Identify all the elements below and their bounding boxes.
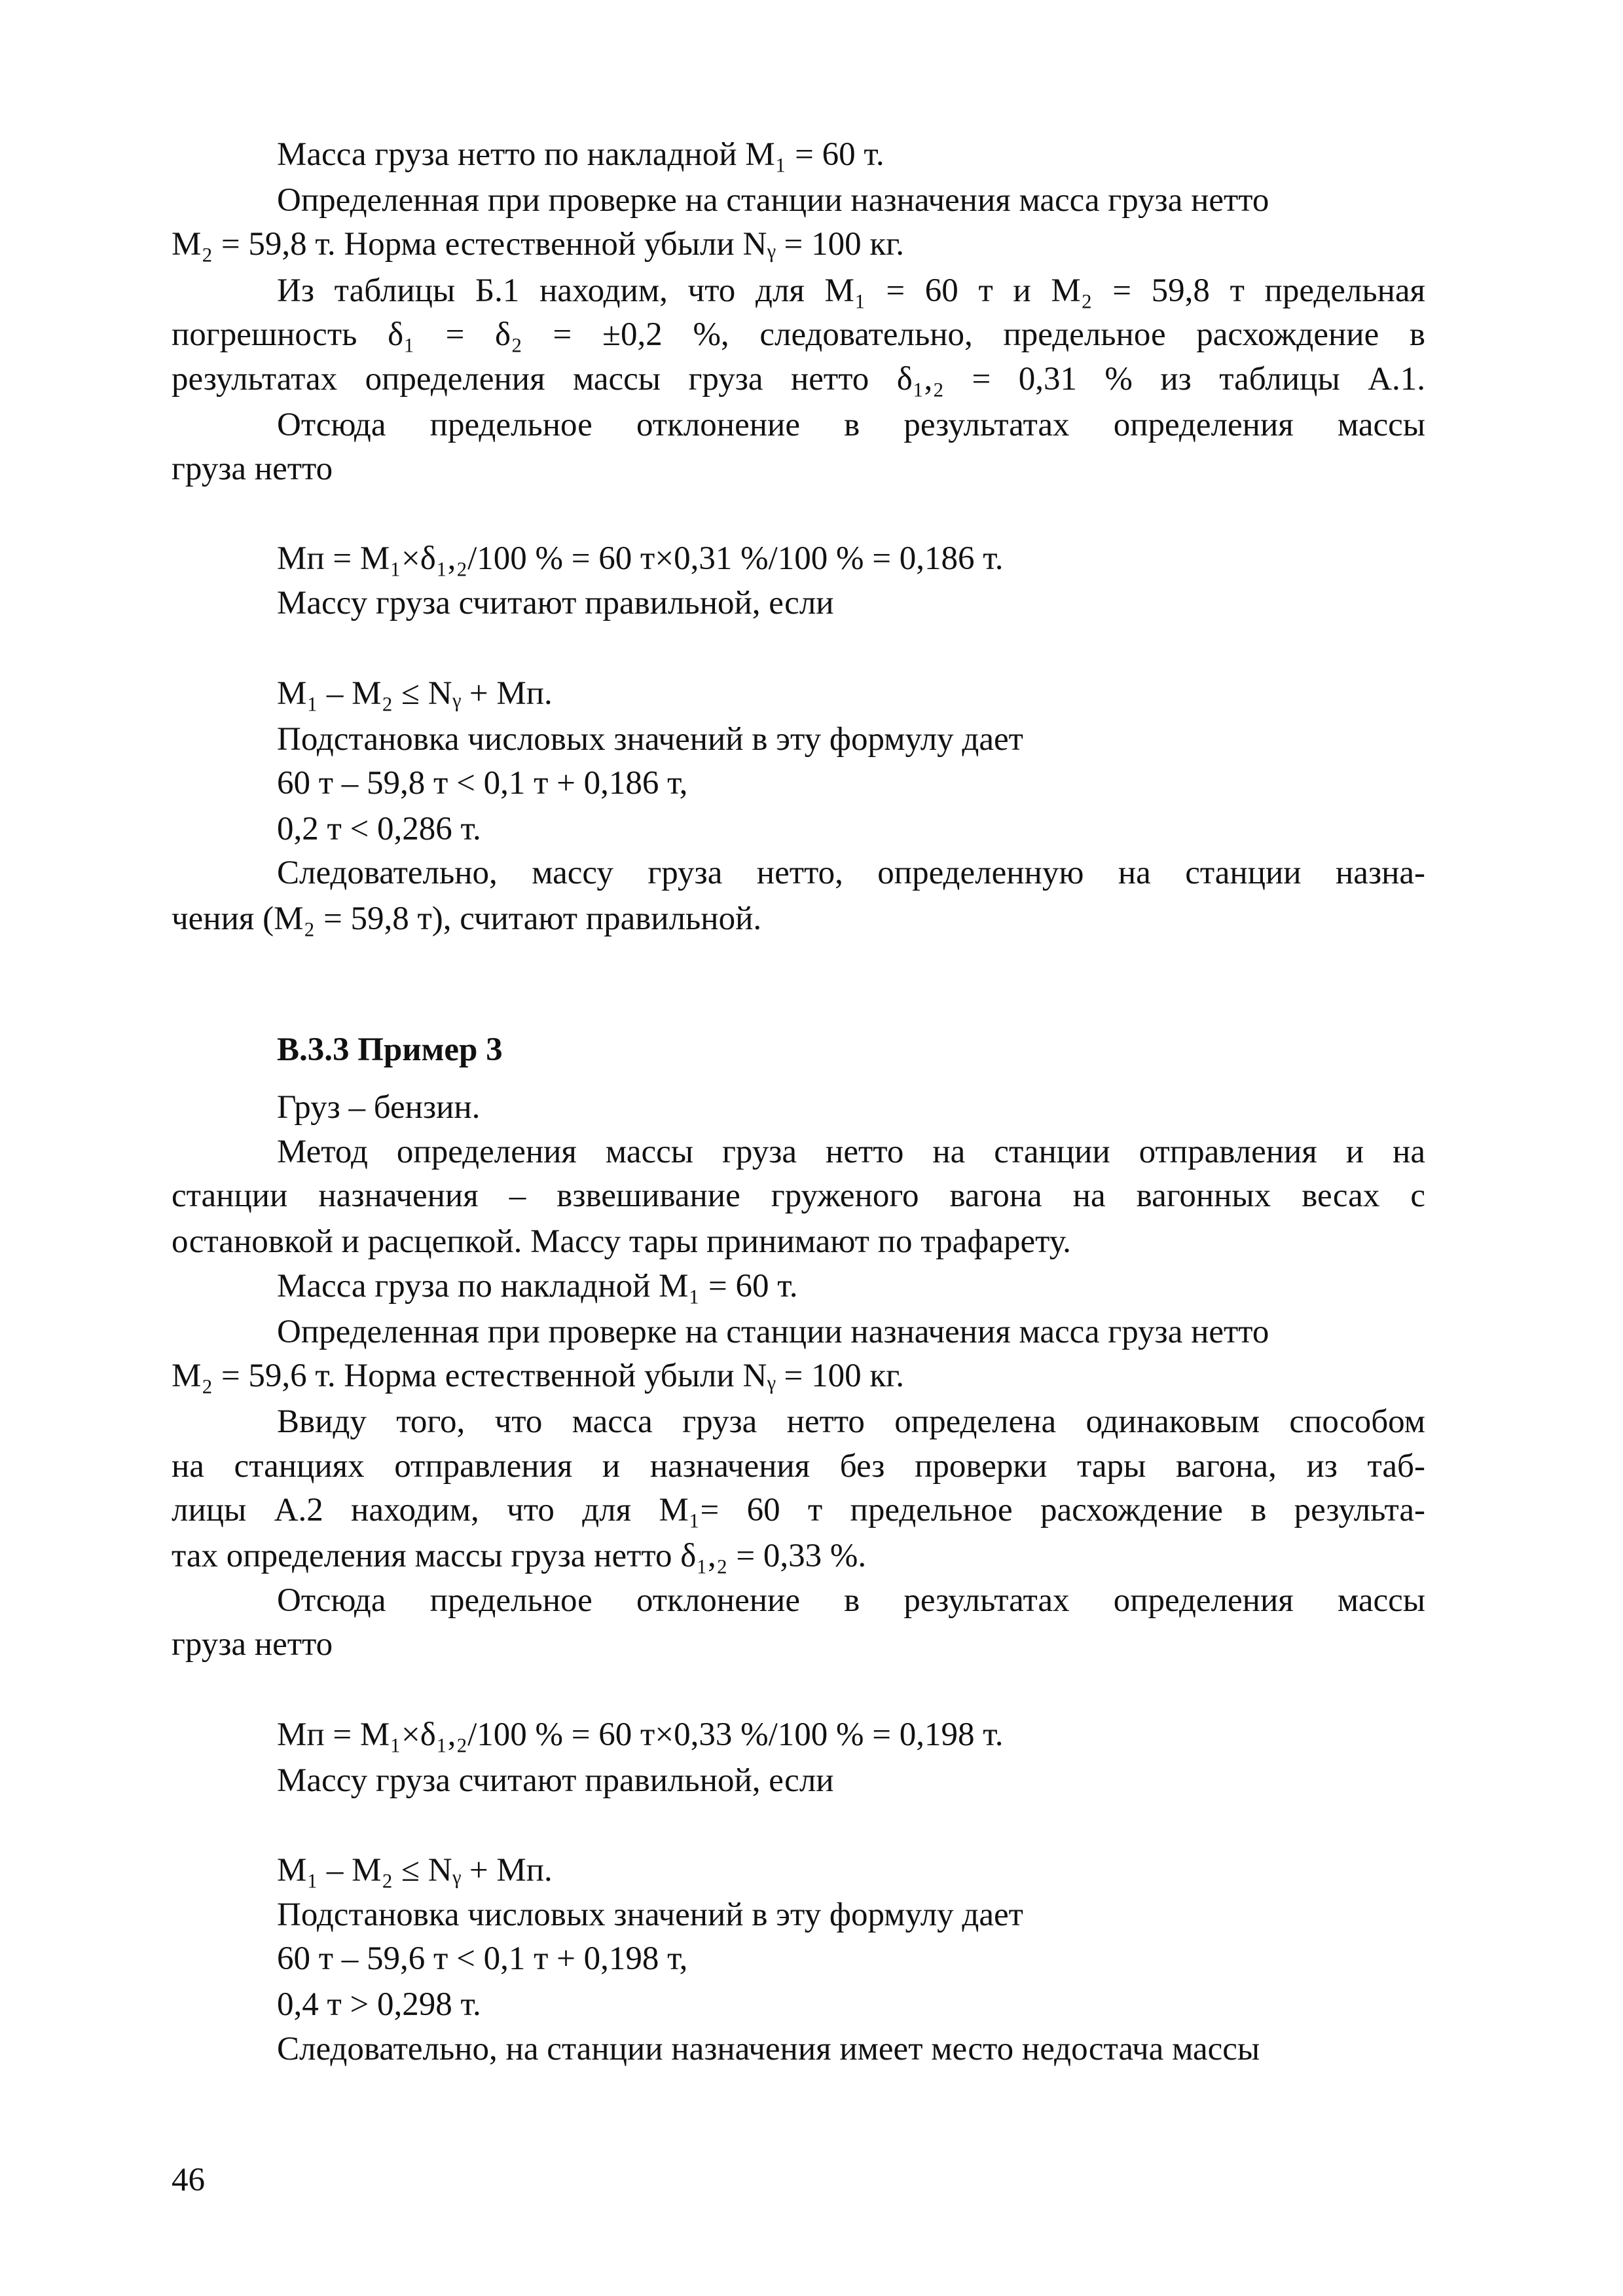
formula-line: M₁ – M₂ ≤ Nᵧ + Mп. [277, 1852, 553, 1889]
text-line: Определенная при проверке на станции назначения масса груза нетто [277, 1314, 1269, 1350]
text-line: Массу груза считают правильной, если [277, 1762, 834, 1799]
formula-line: 0,2 т < 0,286 т. [277, 811, 481, 847]
text-line: погрешность δ₁ = δ₂ = ±0,2 %, следовательно, предельное расхождение в [172, 316, 1425, 353]
formula-line: 60 т – 59,6 т < 0,1 т + 0,198 т, [277, 1940, 688, 1977]
text-line: тах определения массы груза нетто δ₁,₂ = 0,33 %. [172, 1538, 867, 1574]
text-line: Отсюда предельное отклонение в результатах определения массы [277, 407, 1425, 443]
text-line: чения (M₂ = 59,8 т), считают правильной. [172, 900, 762, 937]
text-line: Из таблицы Б.1 находим, что для M₁ = 60 т и M₂ = 59,8 т предельная [277, 272, 1425, 309]
text-line: станции назначения – взвешивание груженого вагона на вагонных весах с [172, 1177, 1425, 1214]
formula-line: Mп = M₁×δ₁,₂/100 % = 60 т×0,33 %/100 % = 0,198 т. [277, 1716, 1004, 1753]
text-line: груза нетто [172, 451, 333, 487]
text-line: Подстановка числовых значений в эту формулу дает [277, 721, 1023, 758]
text-line: M₂ = 59,8 т. Норма естественной убыли Nᵧ = 100 кг. [172, 226, 905, 263]
formula-line: 0,4 т > 0,298 т. [277, 1986, 481, 2023]
section-heading: В.3.3 Пример 3 [277, 1031, 503, 1068]
text-line: Ввиду того, что масса груза нетто определена одинаковым способом [277, 1403, 1425, 1440]
text-line: Массу груза считают правильной, если [277, 585, 834, 621]
text-line: Масса груза по накладной M₁ = 60 т. [277, 1268, 798, 1305]
text-line: M₂ = 59,6 т. Норма естественной убыли Nᵧ = 100 кг. [172, 1358, 905, 1394]
text-line: Подстановка числовых значений в эту формулу дает [277, 1897, 1023, 1933]
text-line: Отсюда предельное отклонение в результатах определения массы [277, 1582, 1425, 1619]
text-line: Масса груза нетто по накладной M₁ = 60 т. [277, 136, 884, 173]
text-line: Груз – бензин. [277, 1089, 481, 1126]
formula-line: M₁ – M₂ ≤ Nᵧ + Mп. [277, 675, 553, 712]
text-line: Метод определения массы груза нетто на станции отправления и на [277, 1134, 1425, 1170]
text-line: Следовательно, на станции назначения имеет место недостача массы [277, 2031, 1260, 2067]
text-line: на станциях отправления и назначения без проверки тары вагона, из таб- [172, 1448, 1425, 1485]
text-line: груза нетто [172, 1626, 333, 1663]
text-line: Следовательно, массу груза нетто, определенную на станции назна- [277, 855, 1425, 891]
text-line: лицы А.2 находим, что для M₁= 60 т предельное расхождение в результа- [172, 1492, 1425, 1528]
page-number: 46 [172, 2162, 205, 2198]
text-line: Определенная при проверке на станции назначения масса груза нетто [277, 182, 1269, 219]
formula-line: Mп = M₁×δ₁,₂/100 % = 60 т×0,31 %/100 % = 0,186 т. [277, 540, 1004, 577]
text-line: результатах определения массы груза нетто δ₁,₂ = 0,31 % из таблицы А.1. [172, 361, 1425, 398]
formula-line: 60 т – 59,8 т < 0,1 т + 0,186 т, [277, 765, 688, 802]
text-line: остановкой и расцепкой. Массу тары принимают по трафарету. [172, 1223, 1071, 1260]
